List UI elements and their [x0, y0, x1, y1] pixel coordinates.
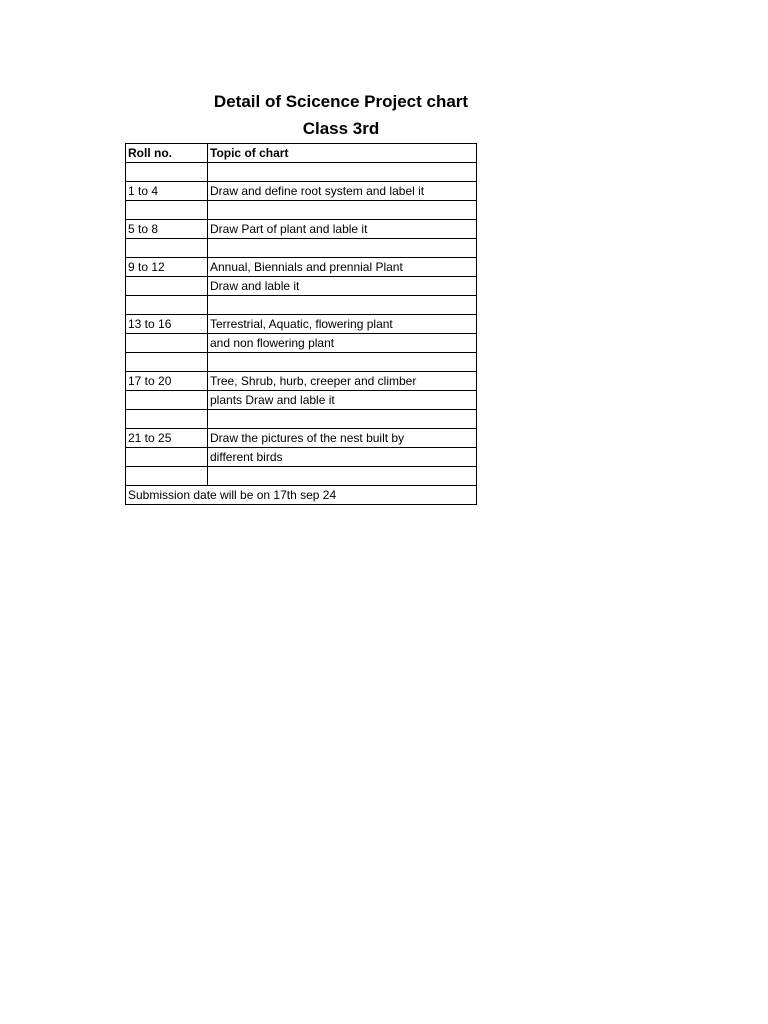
- table-row: [126, 163, 477, 182]
- topic-cell: [208, 296, 477, 315]
- topic-cell: [208, 410, 477, 429]
- topic-cell: Annual, Biennials and prennial Plant: [208, 258, 477, 277]
- topic-cell: different birds: [208, 448, 477, 467]
- topic-cell: [208, 239, 477, 258]
- table-footer-row: [126, 486, 477, 505]
- table-row: [126, 391, 477, 410]
- roll-no-cell: [126, 296, 208, 315]
- roll-no-cell: [126, 334, 208, 353]
- topic-cell: [208, 163, 477, 182]
- roll-no-cell: 9 to 12: [126, 258, 208, 277]
- table-row: [126, 372, 477, 391]
- table-row: [126, 182, 477, 201]
- roll-no-cell: 17 to 20: [126, 372, 208, 391]
- topic-cell: Draw and lable it: [208, 277, 477, 296]
- topic-cell: and non flowering plant: [208, 334, 477, 353]
- topic-cell: [208, 353, 477, 372]
- table-row: [126, 334, 477, 353]
- table-row: [126, 410, 477, 429]
- roll-no-cell: [126, 201, 208, 220]
- table-row: [126, 467, 477, 486]
- topic-cell: [208, 467, 477, 486]
- table-row: [126, 353, 477, 372]
- table-row: [126, 315, 477, 334]
- project-chart-table: [125, 143, 477, 505]
- submission-date-note: Submission date will be on 17th sep 24: [126, 486, 477, 505]
- roll-no-cell: 13 to 16: [126, 315, 208, 334]
- topic-cell: Tree, Shrub, hurb, creeper and climber: [208, 372, 477, 391]
- table-row: [126, 201, 477, 220]
- roll-no-cell: 5 to 8: [126, 220, 208, 239]
- header-topic: Topic of chart: [208, 144, 477, 163]
- roll-no-cell: [126, 467, 208, 486]
- document-title: Detail of Scicence Project chart: [213, 92, 469, 111]
- table-header-row: [126, 144, 477, 163]
- roll-no-cell: [126, 277, 208, 296]
- roll-no-cell: 1 to 4: [126, 182, 208, 201]
- header-roll-no: Roll no.: [126, 144, 208, 163]
- topic-cell: Terrestrial, Aquatic, flowering plant: [208, 315, 477, 334]
- table-row: [126, 296, 477, 315]
- table-row: [126, 258, 477, 277]
- table-row: [126, 429, 477, 448]
- roll-no-cell: [126, 391, 208, 410]
- document-subtitle: Class 3rd: [302, 119, 380, 138]
- roll-no-cell: [126, 163, 208, 182]
- topic-cell: Draw the pictures of the nest built by: [208, 429, 477, 448]
- table-row: [126, 239, 477, 258]
- topic-cell: Draw Part of plant and lable it: [208, 220, 477, 239]
- roll-no-cell: [126, 353, 208, 372]
- roll-no-cell: [126, 448, 208, 467]
- topic-cell: Draw and define root system and label it: [208, 182, 477, 201]
- roll-no-cell: 21 to 25: [126, 429, 208, 448]
- topic-cell: [208, 201, 477, 220]
- table-row: [126, 220, 477, 239]
- table-row: [126, 448, 477, 467]
- roll-no-cell: [126, 410, 208, 429]
- table-row: [126, 277, 477, 296]
- roll-no-cell: [126, 239, 208, 258]
- topic-cell: plants Draw and lable it: [208, 391, 477, 410]
